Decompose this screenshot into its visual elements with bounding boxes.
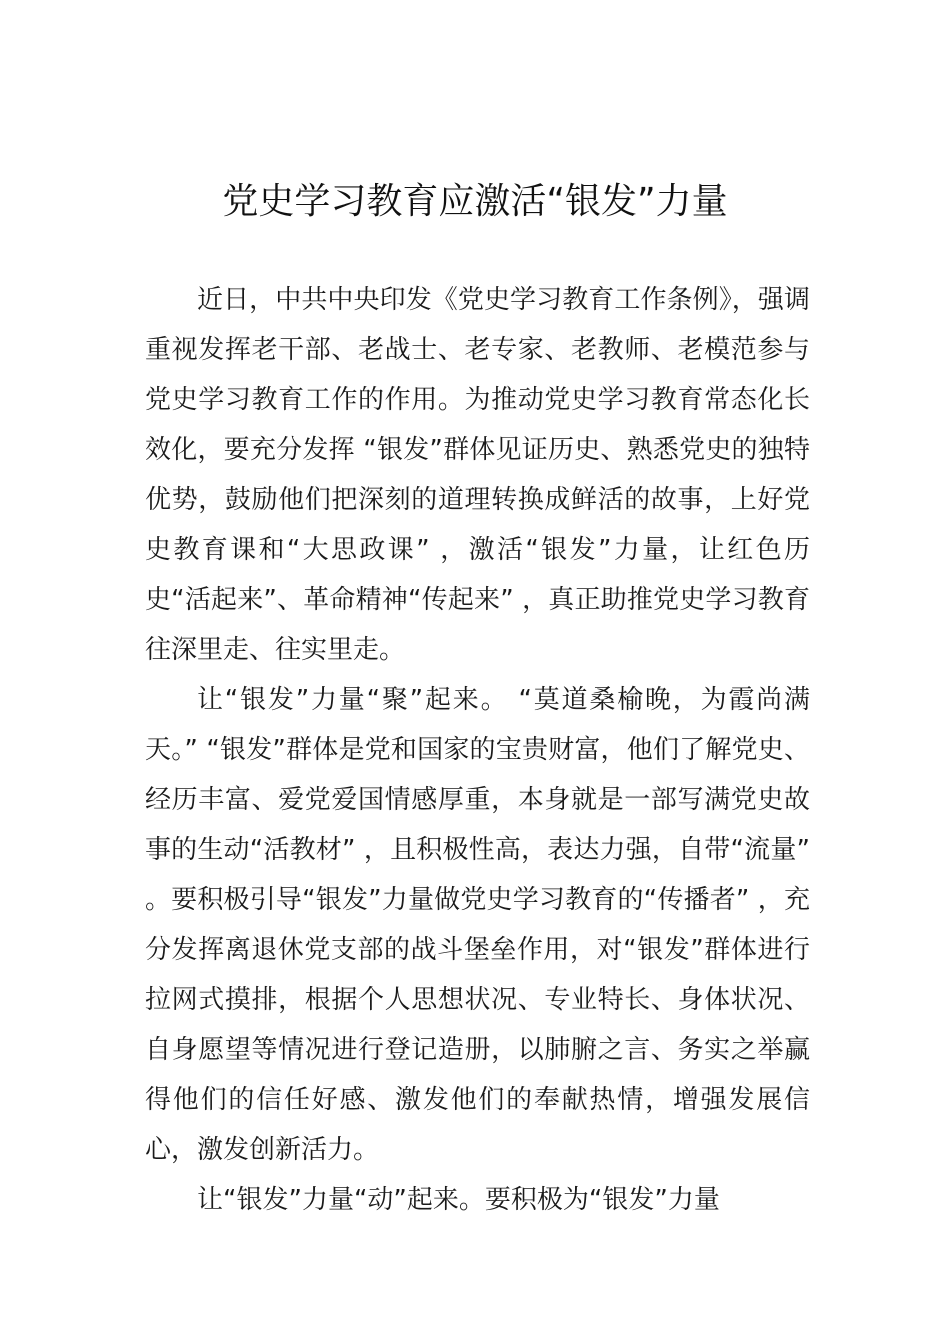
document-body [145,275,810,1225]
paragraph-3: 让“银发”力量“动”起来。要积极为“银发”力量 [197,1185,720,1215]
paragraph-2: 让“银发”力量“聚”起来。 “莫道桑榆晚，为霞尚满天。” “银发”群体是党和国家的宝贵财富，他们了解党史、经历丰富、爱党爱国情感厚重，本身就是一部写满党史故事的生动“活教材” ，且积极性高，表达力强，自带“流量” 。要积极引导“银发”力量做党史学习教育的“传播者” ，充分发挥离退休党支部的战斗堡垒作用，对“银发”群体进行拉网式摸排，根据个人思想状况、专业特长、身体状况、自身愿望等情况进行登记造册，以肺腑之言、务实之举赢得他们的信任好感、激发他们的奉献热情，增强发展信心，激发创新活力。 [145,685,810,1165]
paragraph-1: 近日，中共中央印发《党史学习教育工作条例》，强调重视发挥老干部、老战士、老专家、老教师、老模范参与党史学习教育工作的作用。为推动党史学习教育常态化长效化，要充分发挥 “银发”群体见证历史、熟悉党史的独特优势，鼓励他们把深刻的道理转换成鲜活的故事，上好党史教育课和“大思政课” ，激活“银发”力量，让红色历史“活起来”、革命精神“传起来” ，真正助推党史学习教育往深里走、往实里走。 [145,285,810,665]
document-title: 党史学习教育应激活“银发”力量 [222,181,728,222]
